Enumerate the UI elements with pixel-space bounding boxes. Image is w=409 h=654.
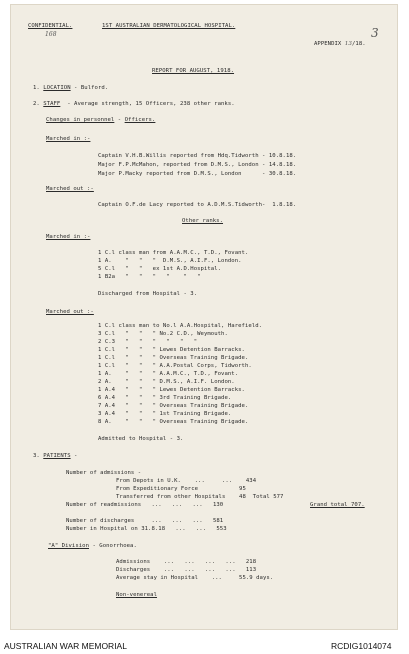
- section-3: 3. PATIENTS -: [33, 453, 78, 459]
- confidential-label: CONFIDENTIAL.: [28, 23, 73, 29]
- division-row: Discharges ... ... ... ... 113: [116, 567, 257, 573]
- ranks-marched-out-heading: Marched out :-: [46, 309, 94, 315]
- list-item: Major F.P.McMahon, reported from D.M.S., London - 14.8.18.: [98, 162, 297, 168]
- report-title: REPORT FOR AUGUST, 1918.: [152, 68, 235, 74]
- admission-row: From Depots in U.K. ... ... 434: [116, 478, 257, 484]
- section-2: 2. STAFF - Average strength, 15 Officers, 238 other ranks.: [33, 101, 235, 107]
- list-item: 1 C.l " " " Overseas Training Brigade.: [98, 355, 249, 361]
- list-item: 8 A. " " " Overseas Training Brigade.: [98, 419, 249, 425]
- officers-marched-out-heading: Marched out :-: [46, 186, 94, 192]
- list-item: 1 B2a " " " " " ": [98, 274, 201, 280]
- admissions-heading: Number of admissions -: [66, 470, 142, 476]
- list-item: 1 C.l " " " A.A.Postal Corps, Tidworth.: [98, 363, 252, 369]
- list-item: 7 A.4 " " " Overseas Training Brigade.: [98, 403, 249, 409]
- readmissions-row: Number of readmissions ... ... ... 130: [66, 502, 224, 508]
- list-item: 2 A. " " " D.M.S., A.I.F. London.: [98, 379, 235, 385]
- in-hospital-row: Number in Hospital on 31.8.18 ... ... 553: [66, 526, 227, 532]
- list-item: Major P.Macky reported from D.M.S., London - 30.8.18.: [98, 171, 297, 177]
- list-item: 2 C.3 " " " " " ": [98, 339, 198, 345]
- list-item: 1 C.l class man from A.A.M.C., T.D., Fovant.: [98, 250, 249, 256]
- list-item: 1 C.l class man to No.l A.A.Hospital, Harefield.: [98, 323, 263, 329]
- list-item: 6 A.4 " " " 3rd Training Brigade.: [98, 395, 232, 401]
- list-item: 3 C.l " " " No.2 C.D., Weymouth.: [98, 331, 228, 337]
- changes-heading: Changes in personnel - Officers.: [46, 117, 156, 123]
- officers-marched-in-heading: Marched in :-: [46, 136, 91, 142]
- page-number-handwritten: 3: [371, 26, 379, 40]
- admission-row: Transferred from other Hospitals 48 Total 577: [116, 494, 284, 500]
- list-item: 1 A.4 " " " Lewes Detention Barracks.: [98, 387, 245, 393]
- division-row: Average stay in Hospital ... 55.9 days.: [116, 575, 274, 581]
- hospital-name: 1ST AUSTRALIAN DERMATOLOGICAL HOSPITAL.: [102, 23, 236, 29]
- footer-source: AUSTRALIAN WAR MEMORIAL: [4, 641, 127, 651]
- division-row: Admissions ... ... ... ... 218: [116, 559, 257, 565]
- list-item: 1 C.l " " " Lewes Detention Barracks.: [98, 347, 245, 353]
- other-ranks-heading: Other ranks.: [182, 218, 224, 224]
- list-item: 1 A. " " " A.A.M.C., T.D., Fovant.: [98, 371, 239, 377]
- division-a-heading: "A" Division - Gonorrhoea.: [48, 543, 137, 549]
- discharges-row: Number of discharges ... ... ... 581: [66, 518, 224, 524]
- grand-total: Grand total 707.: [310, 502, 365, 508]
- document-page: [10, 4, 398, 630]
- section-1: 1. LOCATION - Bulford.: [33, 85, 109, 91]
- ranks-marched-in-heading: Marched in :-: [46, 234, 91, 240]
- discharged-note: Discharged from Hospital - 3.: [98, 291, 198, 297]
- footer-id: RCDIG1014074: [331, 641, 392, 651]
- list-item: 5 C.l " " ex 1st A.D.Hospital.: [98, 266, 222, 272]
- admission-row: From Expeditionary Force 95: [116, 486, 246, 492]
- list-item: 1 A. " " " D.M.S., A.I.F., London.: [98, 258, 242, 264]
- appendix-label: APPENDIX 13/18.: [314, 41, 366, 47]
- admitted-note: Admitted to Hospital - 3.: [98, 436, 184, 442]
- list-item: Captain V.H.B.Willis reported from Hdq.Tidworth - 10.8.18.: [98, 153, 297, 159]
- list-item: 3 A.4 " " " 1st Training Brigade.: [98, 411, 232, 417]
- margin-mark: 168: [45, 31, 57, 38]
- list-item: Captain O.F.de Lacy reported to A.D.M.S.Tidworth- 1.8.18.: [98, 202, 297, 208]
- non-venereal-heading: Non-venereal: [116, 592, 158, 598]
